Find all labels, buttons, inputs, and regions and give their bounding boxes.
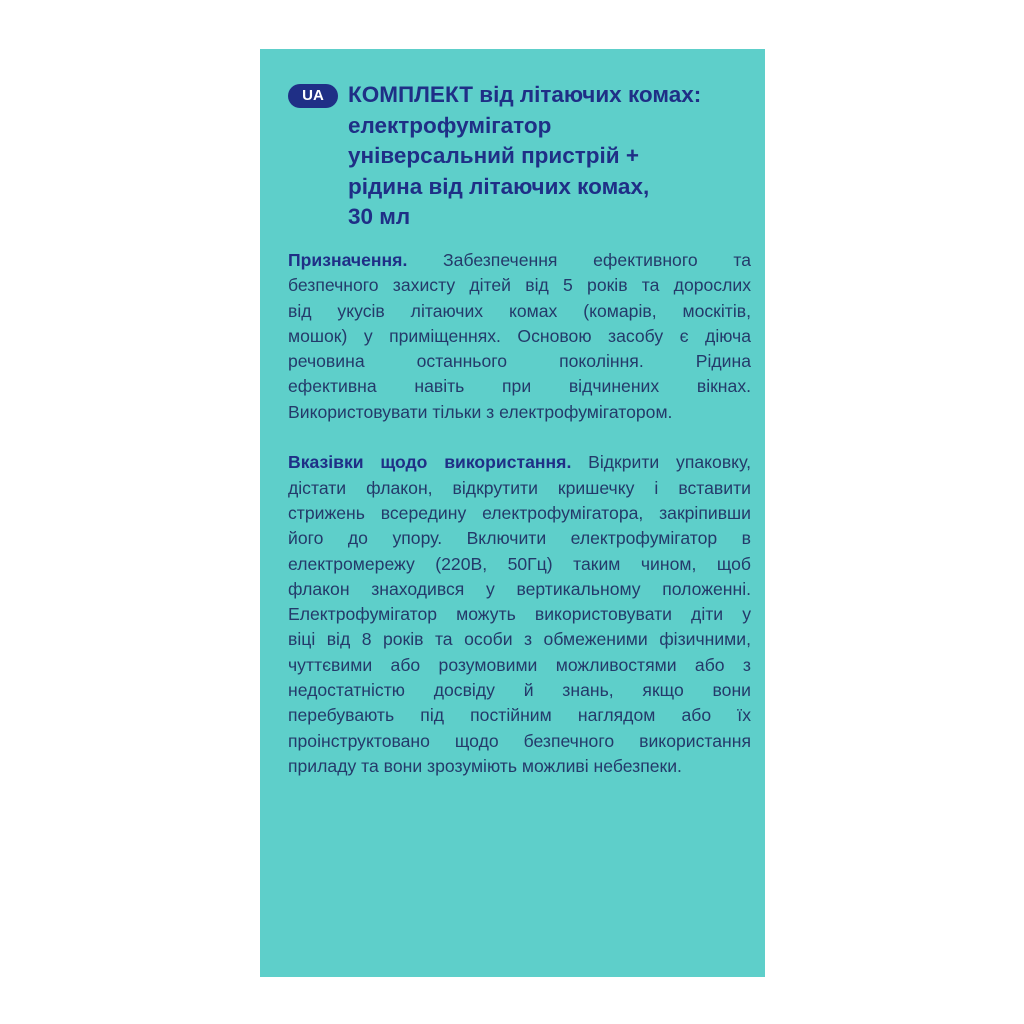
text-line: стрижень всередину електрофумігатора, закріпивши — [288, 502, 751, 523]
text-line: Використовувати тільки з електрофумігатором. — [288, 401, 673, 422]
text-line: Електрофумігатор можуть використовувати діти у — [288, 604, 751, 625]
text-line: безпечного захисту дітей від 5 років та дорослих — [288, 275, 751, 296]
text-line: флакон знаходився у вертикальному положенні. — [288, 578, 751, 599]
title-line: рідина від літаючих комах, — [348, 173, 650, 199]
text-line: приладу та вони зрозуміють можливі небезпеки. — [288, 755, 682, 776]
title-line: електрофумігатор — [348, 112, 552, 138]
description-text — [288, 248, 751, 779]
text-fragment: Відкрити упаковку, — [571, 452, 751, 473]
paragraph-gap — [288, 425, 751, 450]
usage-heading: Вказівки щодо використання. — [288, 452, 572, 473]
language-badge: UA — [288, 84, 338, 108]
package-panel — [260, 49, 765, 977]
text-line: речовина останнього покоління. Рідина — [288, 351, 751, 372]
purpose-section — [288, 248, 751, 425]
text-line: чуттєвими або розумовими можливостями або з — [288, 654, 751, 675]
title-line: універсальний пристрій + — [348, 143, 639, 168]
title-line: КОМПЛЕКТ від літаючих комах: — [348, 82, 702, 107]
text-line: електромережу (220В, 50Гц) таким чином, щоб — [288, 553, 751, 574]
product-title — [348, 80, 753, 233]
text-line: проінструктовано щодо безпечного використання — [288, 730, 751, 751]
product-header — [288, 80, 753, 233]
purpose-heading: Призначення. — [288, 250, 408, 270]
text-fragment: Забезпечення ефективного та — [407, 250, 751, 270]
text-line — [288, 450, 751, 475]
text-line: мошок) у приміщеннях. Основою засобу є діюча — [288, 325, 751, 346]
usage-section — [288, 450, 751, 779]
text-line: ефективна навіть при відчинених вікнах. — [288, 376, 751, 397]
text-line: перебувають під постійним наглядом або їх — [288, 705, 751, 726]
text-line: недостатністю досвіду й знань, якщо вони — [288, 680, 751, 701]
text-line — [288, 248, 751, 273]
title-line: 30 мл — [348, 204, 411, 229]
text-line: від укусів літаючих комах (комарів, москітів, — [288, 300, 751, 321]
text-line: дістати флакон, відкрутити кришечку і вставити — [288, 477, 751, 498]
text-line: віці від 8 років та особи з обмеженими фізичними, — [288, 629, 751, 650]
text-line: його до упору. Включити електрофумігатор в — [288, 528, 751, 549]
